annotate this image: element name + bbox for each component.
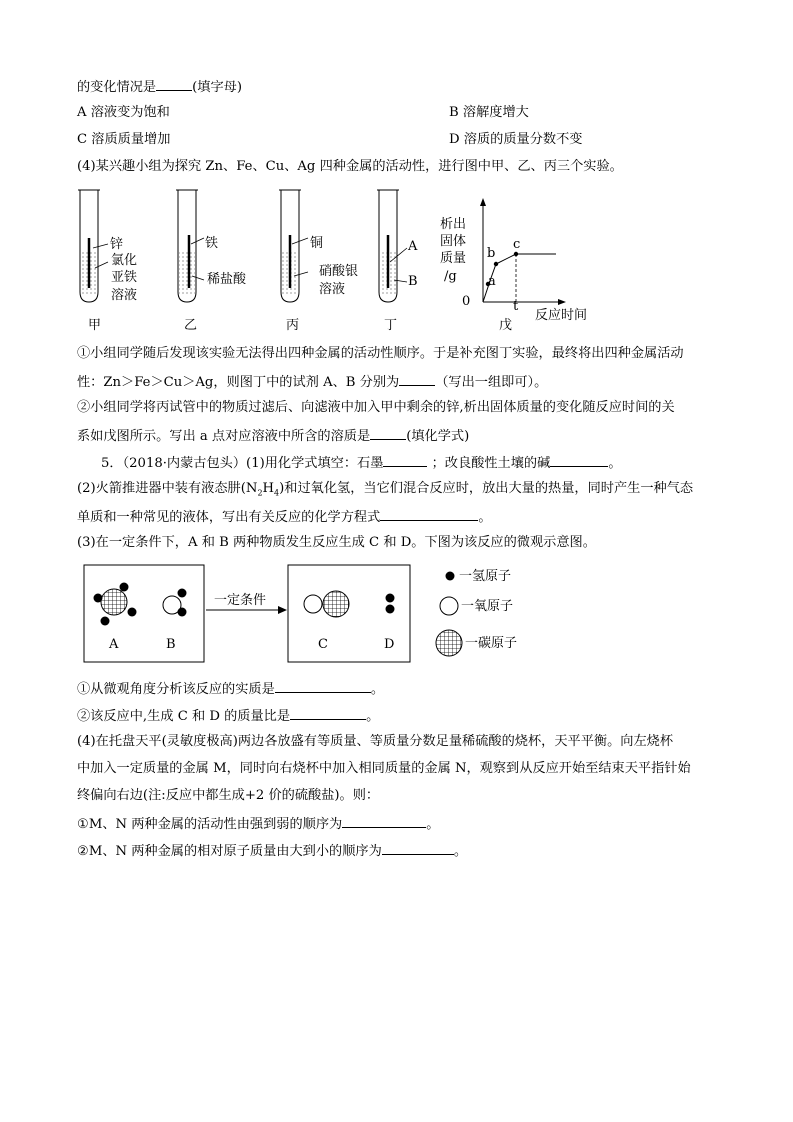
caption-ding: 丁 — [384, 318, 398, 333]
q5-part2-line2: 单质和一种常见的液体，写出有关反应的化学方程式 。 — [77, 507, 492, 527]
answer-blank[interactable] — [275, 679, 371, 693]
label-dilute-hcl: 稀盐酸 — [207, 272, 247, 287]
q5-part4-q2: ②M、N 两种金属的相对原子质量由大到小的顺序为 。 — [77, 841, 467, 861]
molecule-b-water — [163, 589, 187, 617]
q5-part4-line1: (4)在托盘天平(灵敏度极高)两边各放盛有等质量、等质量分数足量稀硫酸的烧杯，天平平衡。向左烧杯 — [77, 734, 674, 749]
answer-blank[interactable] — [342, 814, 426, 828]
label-silver-nitrate-1: 硝酸银 — [319, 264, 359, 279]
q4-intro: (4)某兴趣小组为探究 Zn、Fe、Cu、Ag 四种金属的活动性，进行图中甲、乙、丙三个实验。 — [77, 159, 623, 174]
graph-point-b: b — [487, 246, 496, 261]
label-copper: 铜 — [310, 236, 324, 251]
q3-prompt-line: 的变化情况是 (填字母) — [77, 77, 242, 97]
label-ferrous-chloride-2: 亚铁 — [111, 270, 138, 285]
answer-blank[interactable] — [156, 77, 192, 91]
label-iron: 铁 — [205, 236, 219, 251]
label-ferrous-chloride-3: 溶液 — [111, 288, 138, 303]
q5-part3-intro: (3)在一定条件下，A 和 B 两种物质发生反应生成 C 和 D。下图为该反应的微观示意图。 — [77, 535, 596, 550]
q5-part2-line1: (2)火箭推进器中装有液态肼$(N_2H_4)$和过氧化氢，当它们混合反应时，放出大量的热量，同时产生一种气态 — [77, 481, 694, 498]
graph-point-a: a — [488, 274, 496, 289]
reaction-condition: 一定条件 — [214, 593, 267, 608]
q5-heading: 5．（2018·内蒙古包头）(1)用化学式填空：石墨 ；改良酸性土壤的碱 。 — [101, 453, 622, 473]
option-d: D 溶质的质量分数不变 — [449, 132, 583, 147]
q4-part2-line2: 系如戊图所示。写出 a 点对应溶液中所含的溶质是 (填化学式) — [77, 426, 469, 446]
graph-xlabel: 反应时间 — [535, 308, 588, 323]
caption-wu: 戊 — [499, 318, 513, 333]
answer-blank[interactable] — [399, 372, 435, 386]
label-ferrous-chloride-1: 氯化 — [111, 253, 138, 268]
q4-part1-line1: ①小组同学随后发现该实验无法得出四种金属的活动性顺序。于是补充图丁实验，最终将出四种金属活动 — [77, 346, 684, 361]
graph-origin: 0 — [462, 294, 471, 309]
graph-ylabel-2: 固体 — [440, 234, 467, 249]
q5-part4-line3: 终偏向右边(注:反应中都生成+2 价的硫酸盐)。则： — [77, 788, 380, 803]
caption-jia: 甲 — [88, 318, 102, 333]
option-a: A 溶液变为饱和 — [77, 105, 170, 120]
label-silver-nitrate-2: 溶液 — [319, 282, 346, 297]
answer-blank[interactable] — [550, 453, 608, 467]
legend — [436, 572, 462, 657]
label-molecule-a: A — [109, 637, 119, 652]
legend-carbon: 一碳原子 — [465, 636, 518, 651]
graph-point-c: c — [513, 237, 521, 252]
tube-bing — [279, 190, 308, 302]
answer-blank[interactable] — [382, 841, 454, 855]
tube-jia — [78, 190, 108, 302]
molecule-a-methane — [94, 583, 137, 626]
tube-ding — [377, 190, 407, 302]
label-molecule-d: D — [384, 637, 395, 652]
test-tube-figures — [70, 180, 610, 340]
q4-part1-line2: 性：Zn＞Fe＞Cu＞Ag，则图丁中的试剂 A、B 分别为 （写出一组即可）。 — [77, 372, 547, 392]
legend-oxygen: 一氧原子 — [461, 599, 514, 614]
label-zinc: 锌 — [110, 237, 124, 252]
option-b: B 溶解度增大 — [449, 105, 529, 120]
molecule-c-co — [304, 591, 349, 617]
label-molecule-c: C — [318, 637, 328, 652]
legend-hydrogen: 一氢原子 — [459, 569, 512, 584]
label-molecule-b: B — [166, 637, 176, 652]
q5-part3-q2: ②该反应中,生成 C 和 D 的质量比是 。 — [77, 706, 379, 726]
answer-blank[interactable] — [370, 426, 406, 440]
graph-ylabel-1: 析出 — [440, 217, 467, 232]
graph-t-mark: t — [513, 299, 519, 314]
graph-ylabel-3: 质量 — [440, 251, 467, 266]
caption-bing: 丙 — [286, 318, 300, 333]
graph-ylabel-4: /g — [444, 269, 457, 284]
answer-blank[interactable] — [290, 706, 366, 720]
answer-blank[interactable] — [380, 507, 478, 521]
q5-part3-q1: ①从微观角度分析该反应的实质是 。 — [77, 679, 384, 699]
caption-yi: 乙 — [184, 318, 198, 333]
label-reagent-b: B — [408, 274, 418, 289]
tube-yi — [176, 190, 204, 302]
molecule-d-hydrogen — [386, 594, 395, 614]
q5-part4-line2: 中加入一定质量的金属 M，同时向右烧杯中加入相同质量的金属 N，观察到从反应开始至结束天平指针始 — [77, 761, 691, 776]
option-c: C 溶质质量增加 — [77, 132, 171, 147]
answer-blank[interactable] — [383, 453, 427, 467]
q4-part2-line1: ②小组同学将丙试管中的物质过滤后、向滤液中加入甲中剩余的锌,析出固体质量的变化随反应时间的关 — [77, 400, 675, 415]
q5-part4-q1: ①M、N 两种金属的活动性由强到弱的顺序为 。 — [77, 814, 439, 834]
label-reagent-a: A — [408, 239, 418, 254]
